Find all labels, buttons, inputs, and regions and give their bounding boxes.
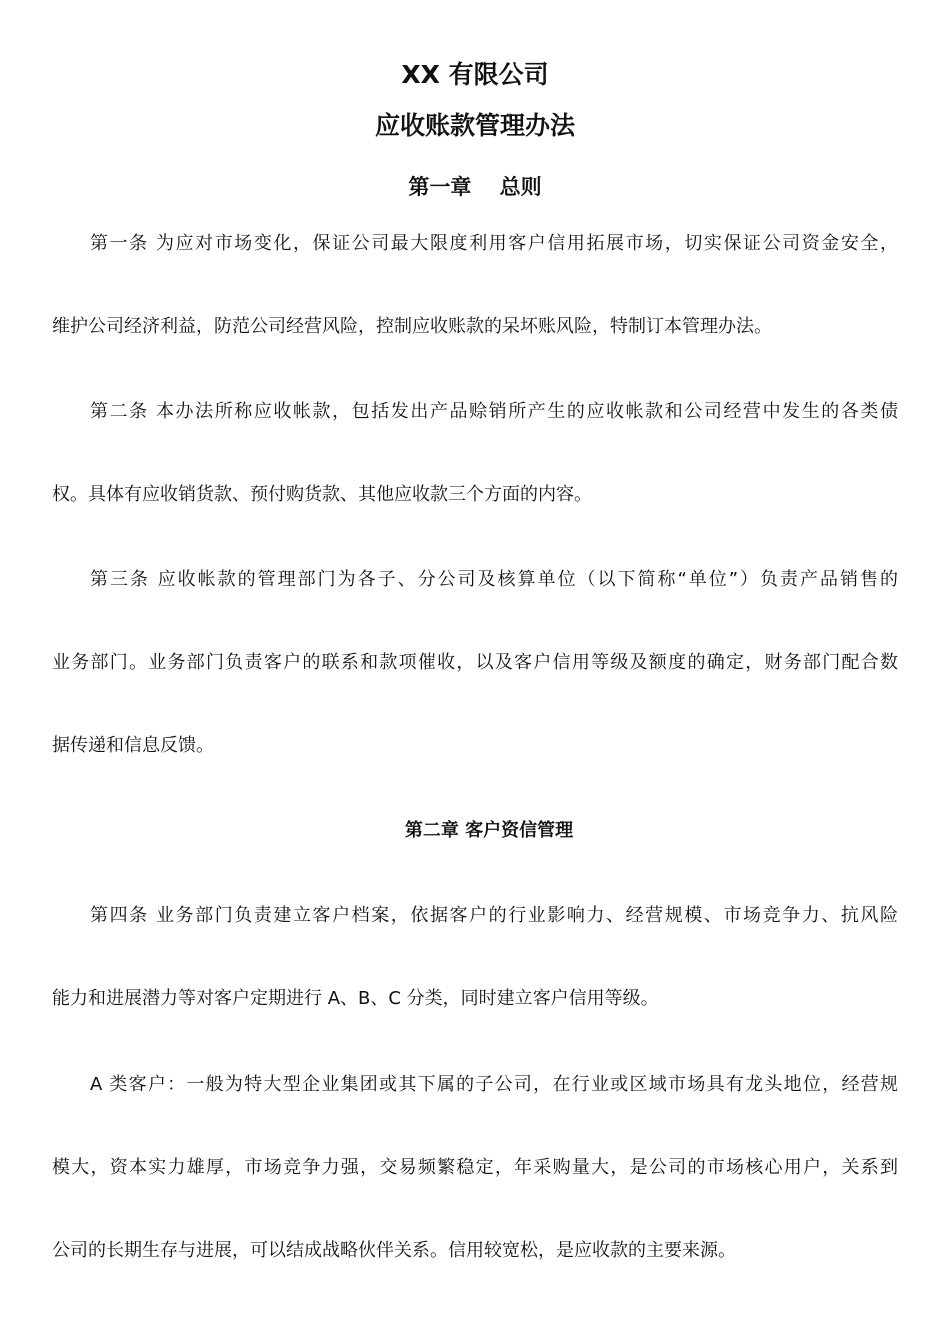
- article-3-line-2: 业务部门。业务部门负责客户的联系和款项催收，以及客户信用等级及额度的确定，财务部门配合数: [52, 652, 898, 673]
- class-a-line-2: 模大，资本实力雄厚，市场竞争力强，交易频繁稳定，年采购量大，是公司的市场核心用户，关系到: [52, 1157, 898, 1178]
- class-a-line-3: 公司的长期生存与进展，可以结成战略伙伴关系。信用较宽松，是应收款的主要来源。: [52, 1240, 736, 1261]
- article-4-line-2: 能力和进展潜力等对客户定期进行 A、B、C 分类，同时建立客户信用等级。: [52, 988, 659, 1009]
- company-title: XX 有限公司: [401, 60, 549, 89]
- article-2-line-1: 第二条 本办法所称应收帐款，包括发出产品赊销所产生的应收帐款和公司经营中发生的各类债: [90, 401, 898, 422]
- chapter-1-heading: 第一章 总则: [408, 175, 542, 199]
- article-4-line-1: 第四条 业务部门负责建立客户档案，依据客户的行业影响力、经营规模、市场竞争力、抗风险: [90, 905, 898, 926]
- article-2-line-2: 权。具体有应收销货款、预付购货款、其他应收款三个方面的内容。: [52, 484, 592, 505]
- article-3-line-1: 第三条 应收帐款的管理部门为各子、分公司及核算单位（以下简称“单位”）负责产品销售的: [90, 569, 898, 590]
- article-1-line-2: 维护公司经济利益，防范公司经营风险，控制应收账款的呆坏账风险，特制订本管理办法。: [52, 316, 772, 337]
- class-a-line-1: A 类客户：一般为特大型企业集团或其下属的子公司，在行业或区域市场具有龙头地位，经营规: [90, 1074, 898, 1095]
- chapter-2-heading: 第二章 客户资信管理: [404, 820, 574, 841]
- article-1-line-1: 第一条 为应对市场变化，保证公司最大限度利用客户信用拓展市场，切实保证公司资金安全，: [90, 233, 898, 254]
- document-title: 应收账款管理办法: [374, 111, 575, 140]
- article-3-line-3: 据传递和信息反馈。: [52, 735, 214, 756]
